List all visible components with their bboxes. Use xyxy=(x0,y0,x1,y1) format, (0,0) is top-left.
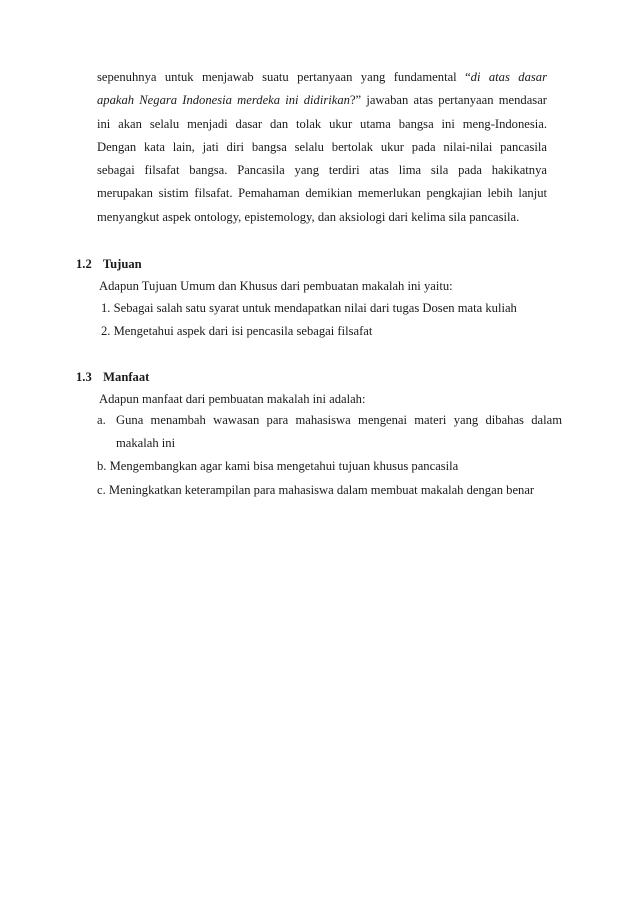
intro-paragraph xyxy=(97,66,547,229)
list-item: 1. Sebagai salah satu syarat untuk mendapatkan nilai dari tugas Dosen mata kuliah xyxy=(101,301,517,315)
section-number: 1.3 xyxy=(76,370,92,384)
section-heading-manfaat xyxy=(76,366,149,388)
tujuan-intro: Adapun Tujuan Umum dan Khusus dari pembuatan makalah ini yaitu: xyxy=(99,279,453,293)
list-item: 2. Mengetahui aspek dari isi pencasila sebagai filsafat xyxy=(101,324,373,338)
paragraph-line: sepenuhnya untuk menjawab suatu pertanyaan yang fundamental “di atas dasar xyxy=(97,70,547,84)
manfaat-intro: Adapun manfaat dari pembuatan makalah ini adalah: xyxy=(99,392,366,406)
section-title: Manfaat xyxy=(103,370,150,384)
paragraph-line: Dengan kata lain, jati diri bangsa selalu bertolak ukur pada nilai-nilai pancasila xyxy=(97,139,547,154)
list-item-marker: a. xyxy=(97,413,106,427)
paragraph-line: menyangkut aspek ontology, epistemology, dan aksiologi dari kelima sila pancasila. xyxy=(97,209,520,224)
list-item: b. Mengembangkan agar kami bisa mengetahui tujuan khusus pancasila xyxy=(97,459,459,473)
list-item: c. Meningkatkan keterampilan para mahasiswa dalam membuat makalah dengan benar xyxy=(97,483,535,497)
paragraph-line: sebagai filsafat bangsa. Pancasila yang terdiri atas lima sila pada hakikatnya xyxy=(97,163,547,178)
paragraph-line: ini akan selalu menjadi dasar dan tolak ukur utama bangsa ini meng-Indonesia. xyxy=(97,116,547,131)
section-title: Tujuan xyxy=(102,257,142,271)
list-item: Guna menambah wawasan para mahasiswa mengenai materi yang dibahas dalam xyxy=(116,413,562,427)
paragraph-line: merupakan sistim filsafat. Pemahaman demikian memerlukan pengkajian lebih lanjut xyxy=(97,186,547,201)
list-item-continuation: makalah ini xyxy=(116,436,176,450)
section-number: 1.2 xyxy=(76,257,92,271)
section-heading-tujuan xyxy=(76,253,142,275)
paragraph-line: apakah Negara Indonesia merdeka ini didirikan?” jawaban atas pertanyaan mendasar xyxy=(97,93,547,108)
